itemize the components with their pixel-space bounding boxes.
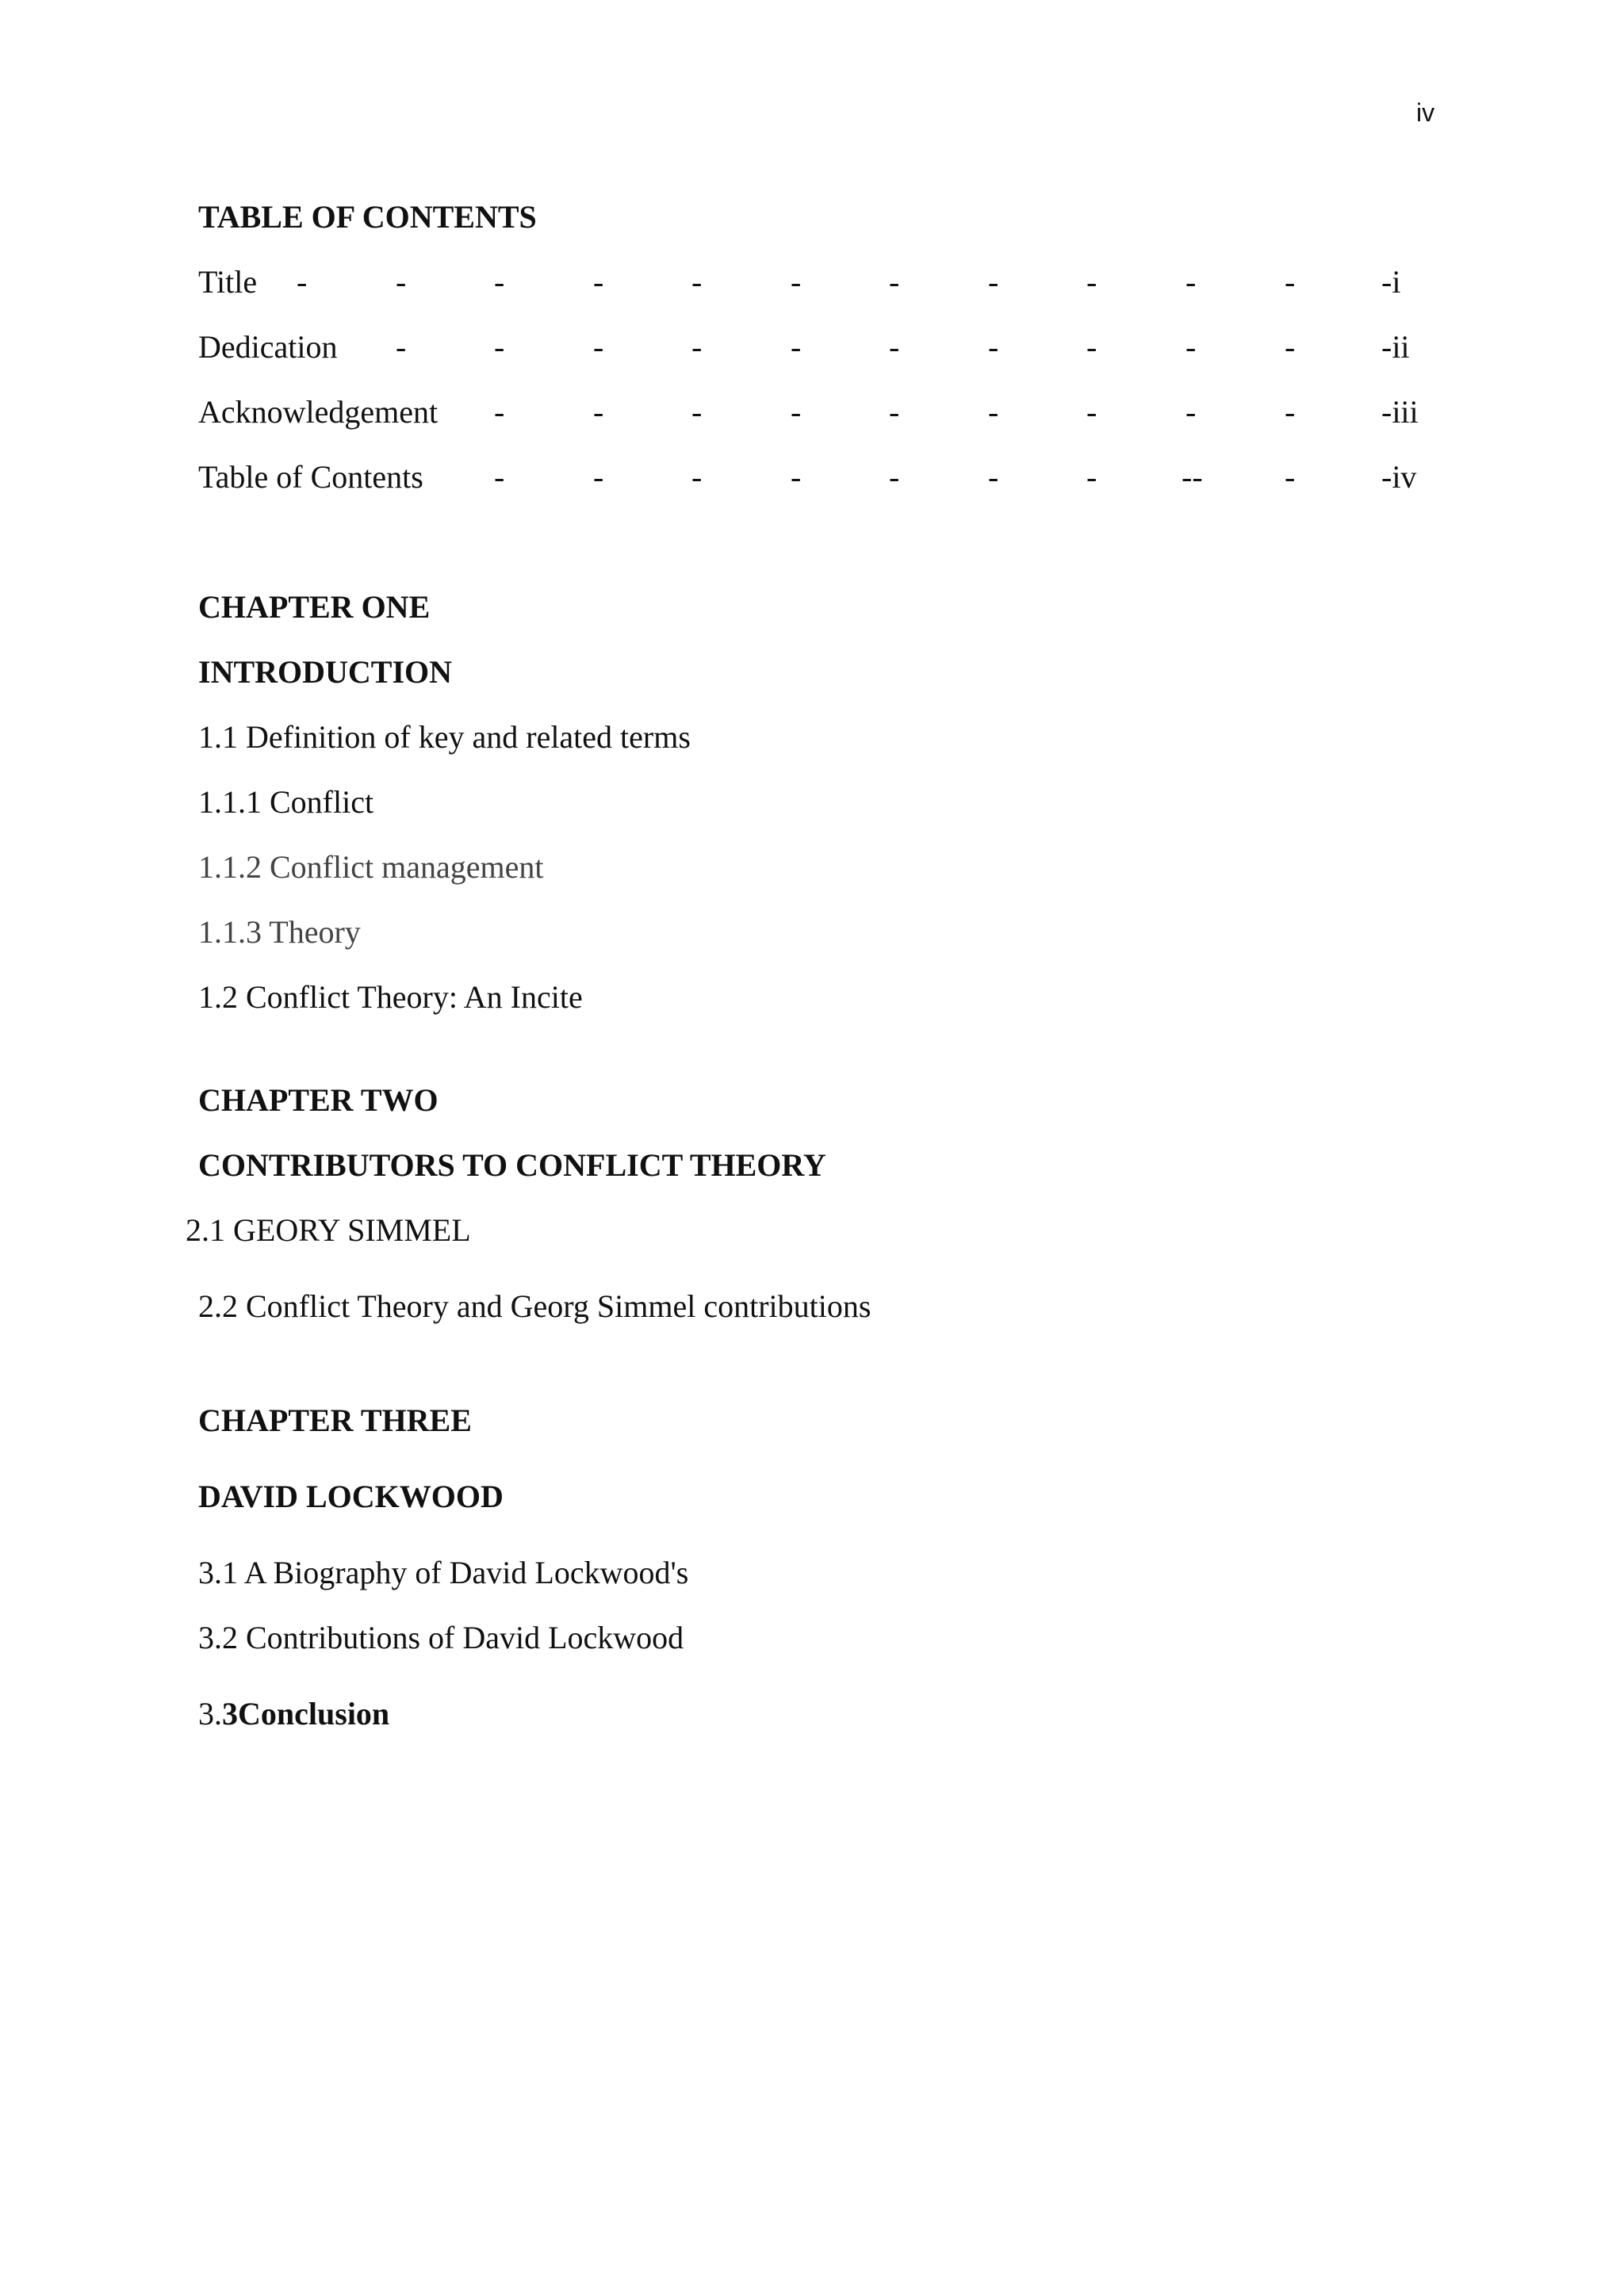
chapter-three-title: DAVID LOCKWOOD — [198, 1479, 504, 1514]
toc-dash: - — [889, 459, 900, 495]
toc-row-dedication — [198, 328, 1435, 366]
chapter-three-conclusion — [198, 1695, 389, 1733]
toc-row-table-of-contents — [198, 458, 1435, 496]
chapter-two-item: 2.1 GEORY SIMMEL — [186, 1212, 471, 1248]
toc-dash: - — [593, 459, 604, 495]
chapter-three-item: 3.1 A Biography of David Lockwood's — [198, 1555, 689, 1590]
chapter-one-item: 1.2 Conflict Theory: An Incite — [198, 979, 583, 1015]
chapter-one-item: 1.1 Definition of key and related terms — [198, 719, 691, 755]
chapter-one-item: 1.1.2 Conflict management — [198, 849, 544, 885]
page-number: iv — [1416, 98, 1435, 127]
toc-dash: - — [1285, 459, 1296, 495]
chapter-one-item: 1.1.3 Theory — [198, 914, 361, 950]
toc-dash: - — [988, 459, 999, 495]
toc-dash: - — [889, 264, 900, 300]
toc-title: TABLE OF CONTENTS — [198, 199, 537, 235]
toc-row-page: -i — [1381, 264, 1401, 300]
toc-row-label: Title — [198, 264, 258, 300]
toc-dash: - — [1285, 394, 1296, 430]
chapter-three-item: 3.2 Contributions of David Lockwood — [198, 1620, 684, 1655]
chapter-two-title: CONTRIBUTORS TO CONFLICT THEORY — [198, 1147, 826, 1183]
toc-dash: - — [691, 394, 703, 430]
toc-dash: - — [1086, 459, 1097, 495]
toc-dash: - — [791, 394, 802, 430]
toc-dash: - — [1185, 329, 1197, 365]
toc-dash: - — [494, 329, 505, 365]
toc-dash: - — [297, 264, 308, 300]
toc-dash: - — [988, 394, 999, 430]
chapter-one-item: 1.1.1 Conflict — [198, 784, 374, 820]
toc-dash: - — [1086, 394, 1097, 430]
toc-dash: - — [988, 329, 999, 365]
toc-dash: - — [494, 264, 505, 300]
conclusion-label: 3Conclusion — [222, 1696, 390, 1732]
toc-row-page: -iii — [1381, 394, 1419, 430]
toc-dash: - — [396, 264, 407, 300]
toc-row-label: Table of Contents — [198, 459, 423, 495]
toc-dash: - — [691, 264, 703, 300]
toc-dash: - — [1086, 329, 1097, 365]
chapter-two-heading: CHAPTER TWO — [198, 1082, 439, 1118]
toc-dash: - — [593, 329, 604, 365]
toc-dash: - — [1086, 264, 1097, 300]
toc-row-page: -ii — [1381, 329, 1410, 365]
chapter-one-title: INTRODUCTION — [198, 654, 453, 690]
toc-dash: - — [1285, 264, 1296, 300]
toc-dash: - — [1285, 329, 1296, 365]
toc-dash: - — [791, 459, 802, 495]
toc-row-title — [198, 263, 1435, 301]
toc-row-label: Acknowledgement — [198, 394, 439, 430]
toc-dash: - — [593, 264, 604, 300]
toc-dash: - — [593, 394, 604, 430]
toc-dash: - — [889, 394, 900, 430]
conclusion-prefix: 3. — [198, 1696, 222, 1732]
toc-dash: - — [1185, 264, 1197, 300]
toc-dash: - — [494, 459, 505, 495]
toc-dash: - — [1185, 394, 1197, 430]
toc-row-page: -iv — [1381, 459, 1417, 495]
toc-row-acknowledgement — [198, 393, 1435, 431]
toc-dash: - — [791, 264, 802, 300]
toc-dash: - — [889, 329, 900, 365]
toc-dash: - — [791, 329, 802, 365]
chapter-two-item: 2.2 Conflict Theory and Georg Simmel contributions — [198, 1288, 871, 1324]
toc-dash: - — [494, 394, 505, 430]
chapter-one-heading: CHAPTER ONE — [198, 589, 431, 625]
toc-dash: -- — [1182, 459, 1203, 495]
toc-dash: - — [988, 264, 999, 300]
toc-dash: - — [691, 329, 703, 365]
chapter-three-heading: CHAPTER THREE — [198, 1402, 472, 1438]
toc-dash: - — [691, 459, 703, 495]
toc-dash: - — [396, 329, 407, 365]
toc-row-label: Dedication — [198, 329, 338, 365]
